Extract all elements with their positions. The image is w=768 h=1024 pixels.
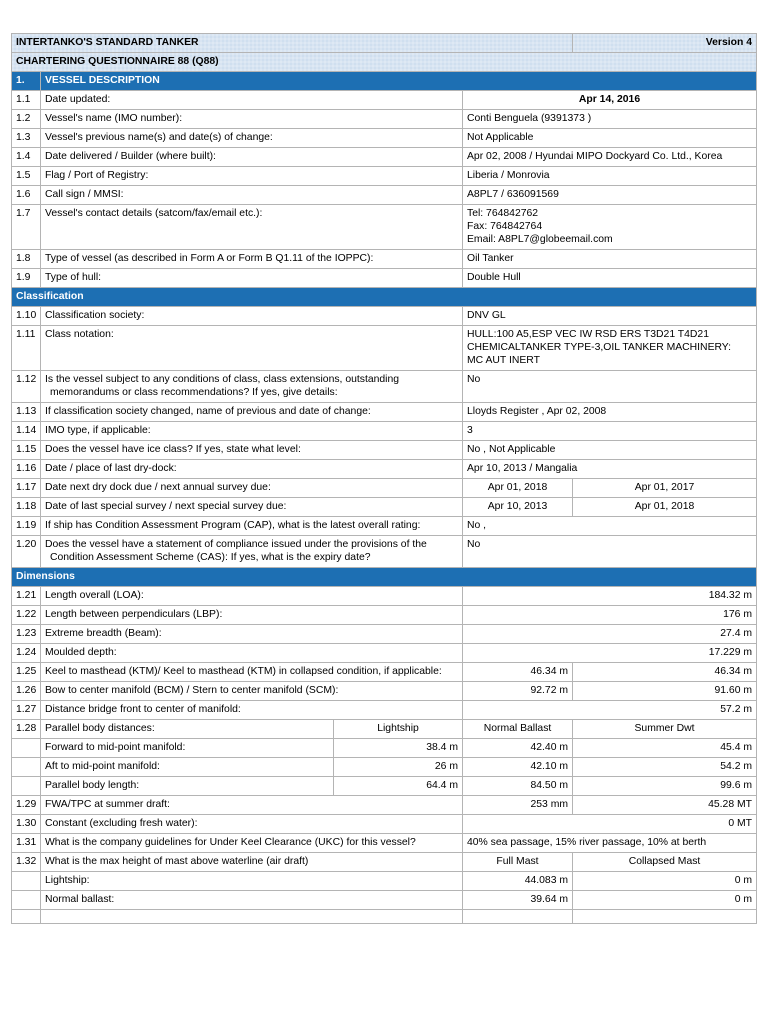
row-value-2: Apr 01, 2017 [573,479,757,498]
row-cutoff [12,910,757,924]
row-value: 0 MT [463,815,757,834]
row-number: 1.6 [12,186,41,205]
row-1-24 [12,644,757,663]
row-value: 184.32 m [463,587,757,606]
row-label: What is the company guidelines for Under Keel Clearance (UKC) for this vessel? [41,834,463,853]
row-value: Apr 10, 2013 / Mangalia [463,460,757,479]
row-value: 176 m [463,606,757,625]
row-number: 1.13 [12,403,41,422]
row-1-25 [12,663,757,682]
col-header-lightship: Lightship [334,720,463,739]
row-value: DNV GL [463,307,757,326]
row-label: Call sign / MMSI: [41,186,463,205]
row-label: Classification society: [41,307,463,326]
row-label: Does the vessel have ice class? If yes, state what level: [41,441,463,460]
row-label: Date of last special survey / next special survey due: [41,498,463,517]
row-number: 1.16 [12,460,41,479]
row-number: 1.2 [12,110,41,129]
row-label: Aft to mid-point manifold: [41,758,334,777]
row-1-27 [12,701,757,720]
row-value: Not Applicable [463,129,757,148]
row-value: A8PL7 / 636091569 [463,186,757,205]
section-title: Classification [12,288,757,307]
row-value: Conti Benguela (9391373 ) [463,110,757,129]
row-number: 1.17 [12,479,41,498]
col-header-collapsed-mast: Collapsed Mast [573,853,757,872]
row-value: 3 [463,422,757,441]
section-number: 1. [12,72,41,91]
row-label: Flag / Port of Registry: [41,167,463,186]
row-1-10 [12,307,757,326]
row-1-28-parallel [12,777,757,796]
row-1-26 [12,682,757,701]
row-value: No [463,536,757,568]
row-number-empty [12,910,41,924]
row-1-18 [12,498,757,517]
row-number: 1.22 [12,606,41,625]
row-label: Type of hull: [41,269,463,288]
row-value-1: 64.4 m [334,777,463,796]
row-label: Date next dry dock due / next annual survey due: [41,479,463,498]
row-1-8 [12,250,757,269]
row-value: Lloyds Register , Apr 02, 2008 [463,403,757,422]
row-label: Extreme breadth (Beam): [41,625,463,644]
row-label-line: Is the vessel subject to any conditions of class, class extensions, outstanding [45,374,400,385]
row-1-6 [12,186,757,205]
doc-title: INTERTANKO'S STANDARD TANKER [12,34,573,53]
row-value: No , Not Applicable [463,441,757,460]
row-1-29 [12,796,757,815]
row-label: Parallel body distances: [41,720,334,739]
row-1-14 [12,422,757,441]
row-number: 1.15 [12,441,41,460]
col-header-normal-ballast: Normal Ballast [463,720,573,739]
row-label: Date / place of last dry-dock: [41,460,463,479]
row-1-32-lightship [12,872,757,891]
row-label [41,371,463,403]
row-value-1: 26 m [334,758,463,777]
row-number: 1.24 [12,644,41,663]
row-label: FWA/TPC at summer draft: [41,796,463,815]
row-number: 1.12 [12,371,41,403]
row-number-empty [12,758,41,777]
row-label: Length overall (LOA): [41,587,463,606]
section-classification [12,288,757,307]
row-value-1: 39.64 m [463,891,573,910]
section-dimensions [12,568,757,587]
row-label: Lightship: [41,872,463,891]
row-value-1: 38.4 m [334,739,463,758]
contact-fax: Fax: 764842764 [467,221,543,232]
row-number: 1.11 [12,326,41,371]
row-number: 1.7 [12,205,41,250]
row-number: 1.32 [12,853,41,872]
row-label: Date delivered / Builder (where built): [41,148,463,167]
row-number-empty [12,891,41,910]
row-number-empty [12,872,41,891]
row-value-3: 54.2 m [573,758,757,777]
section-title: Dimensions [12,568,757,587]
row-value-2: 45.28 MT [573,796,757,815]
contact-email: Email: A8PL7@globeemail.com [467,234,613,245]
row-label: Vessel's contact details (satcom/fax/email etc.): [41,205,463,250]
header-row-2 [12,53,757,72]
row-value-2: 42.10 m [463,758,573,777]
row-number: 1.23 [12,625,41,644]
row-1-12 [12,371,757,403]
doc-subtitle: CHARTERING QUESTIONNAIRE 88 (Q88) [12,53,757,72]
row-number: 1.20 [12,536,41,568]
row-value-2: 0 m [573,891,757,910]
row-label: Distance bridge front to center of manifold: [41,701,463,720]
questionnaire-table [11,33,757,924]
row-1-15 [12,441,757,460]
row-value: Liberia / Monrovia [463,167,757,186]
row-value-1: Apr 01, 2018 [463,479,573,498]
row-value-empty [463,910,573,924]
row-label: Vessel's name (IMO number): [41,110,463,129]
row-number: 1.5 [12,167,41,186]
row-1-19 [12,517,757,536]
row-label: Keel to masthead (KTM)/ Keel to masthead (KTM) in collapsed condition, if applicable: [41,663,463,682]
row-value: Double Hull [463,269,757,288]
row-value-1: 46.34 m [463,663,573,682]
row-label: Class notation: [41,326,463,371]
row-number: 1.21 [12,587,41,606]
row-number: 1.19 [12,517,41,536]
row-label: Normal ballast: [41,891,463,910]
row-1-31 [12,834,757,853]
row-label-line: Does the vessel have a statement of compliance issued under the provisions of the [45,539,427,550]
row-value: 17.229 m [463,644,757,663]
row-1-28 [12,720,757,739]
row-label [41,536,463,568]
row-number: 1.31 [12,834,41,853]
row-label-line: Condition Assessment Scheme (CAS): If yes, what is the expiry date? [50,552,371,563]
row-label: Vessel's previous name(s) and date(s) of change: [41,129,463,148]
row-label: Length between perpendiculars (LBP): [41,606,463,625]
row-number: 1.10 [12,307,41,326]
row-number: 1.30 [12,815,41,834]
row-label: Date updated: [41,91,463,110]
row-label: Forward to mid-point manifold: [41,739,334,758]
row-value: Oil Tanker [463,250,757,269]
row-1-30 [12,815,757,834]
row-number: 1.28 [12,720,41,739]
row-1-28-aft [12,758,757,777]
row-label: If classification society changed, name of previous and date of change: [41,403,463,422]
q88-document [11,33,756,924]
row-1-11 [12,326,757,371]
row-label: Type of vessel (as described in Form A or Form B Q1.11 of the IOPPC): [41,250,463,269]
row-1-2 [12,110,757,129]
col-header-full-mast: Full Mast [463,853,573,872]
row-value-3: 45.4 m [573,739,757,758]
row-1-16 [12,460,757,479]
row-number: 1.8 [12,250,41,269]
section-vessel-description [12,72,757,91]
row-label: What is the max height of mast above waterline (air draft) [41,853,463,872]
col-header-summer-dwt: Summer Dwt [573,720,757,739]
section-title: VESSEL DESCRIPTION [41,72,757,91]
row-number: 1.26 [12,682,41,701]
row-1-4 [12,148,757,167]
row-1-32 [12,853,757,872]
row-label: Constant (excluding fresh water): [41,815,463,834]
row-1-7 [12,205,757,250]
row-1-13 [12,403,757,422]
row-number: 1.29 [12,796,41,815]
row-1-22 [12,606,757,625]
row-value-1: 253 mm [463,796,573,815]
row-number: 1.1 [12,91,41,110]
row-value-2: 84.50 m [463,777,573,796]
row-value: 40% sea passage, 15% river passage, 10% at berth [463,834,757,853]
row-value: No , [463,517,757,536]
row-value: 27.4 m [463,625,757,644]
row-label: Moulded depth: [41,644,463,663]
contact-details [463,205,757,250]
row-number: 1.9 [12,269,41,288]
row-value-2: 46.34 m [573,663,757,682]
row-1-3 [12,129,757,148]
row-value: Apr 14, 2016 [463,91,757,110]
row-number: 1.4 [12,148,41,167]
class-notation-line: HULL:100 A5,ESP VEC IW RSD ERS T3D21 T4D21 [467,329,709,340]
row-label-line: memorandums or class recommendations? If yes, give details: [50,387,338,398]
row-1-17 [12,479,757,498]
header-row-1 [12,34,757,53]
row-1-28-forward [12,739,757,758]
row-value-2: 91.60 m [573,682,757,701]
class-notation-line: CHEMICALTANKER TYPE-3,OIL TANKER MACHINERY: [467,342,732,353]
row-1-32-normal-ballast [12,891,757,910]
class-notation-line: MC AUT INERT [467,355,540,366]
row-value-3: 99.6 m [573,777,757,796]
doc-version: Version 4 [573,34,757,53]
row-value-2: Apr 01, 2018 [573,498,757,517]
row-number: 1.25 [12,663,41,682]
row-value-1: 44.083 m [463,872,573,891]
row-number: 1.18 [12,498,41,517]
row-value-empty [573,910,757,924]
contact-tel: Tel: 764842762 [467,208,539,219]
row-1-21 [12,587,757,606]
row-value-1: Apr 10, 2013 [463,498,573,517]
row-label: If ship has Condition Assessment Program (CAP), what is the latest overall rating: [41,517,463,536]
row-1-1 [12,91,757,110]
row-number: 1.14 [12,422,41,441]
row-value: 57.2 m [463,701,757,720]
row-value-2: 42.40 m [463,739,573,758]
row-number-empty [12,777,41,796]
row-label: Parallel body length: [41,777,334,796]
row-value: Apr 02, 2008 / Hyundai MIPO Dockyard Co. Ltd., Korea [463,148,757,167]
class-notation [463,326,757,371]
row-1-5 [12,167,757,186]
row-number-empty [12,739,41,758]
row-number: 1.3 [12,129,41,148]
row-value-1: 92.72 m [463,682,573,701]
row-1-20 [12,536,757,568]
row-label: Bow to center manifold (BCM) / Stern to center manifold (SCM): [41,682,463,701]
row-value: No [463,371,757,403]
row-label: IMO type, if applicable: [41,422,463,441]
row-1-23 [12,625,757,644]
row-1-9 [12,269,757,288]
row-value-2: 0 m [573,872,757,891]
row-label-empty [41,910,463,924]
row-number: 1.27 [12,701,41,720]
